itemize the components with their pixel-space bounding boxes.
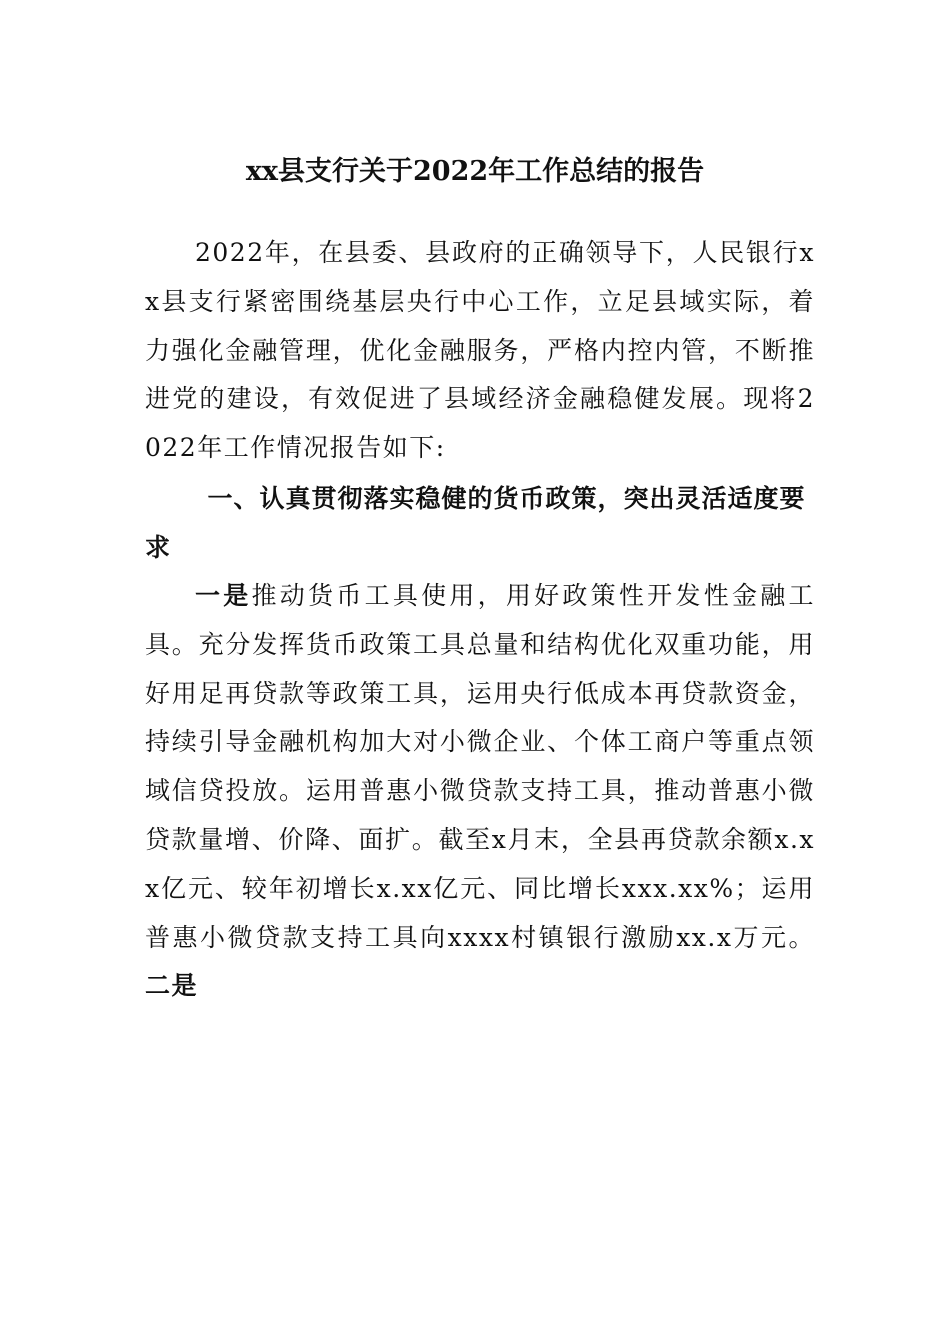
paragraph-lead-2: 二是 bbox=[145, 971, 199, 1001]
paragraph-lead-1: 一是 bbox=[195, 581, 252, 610]
intro-paragraph: 2022年，在县委、县政府的正确领导下，人民银行xx县支行紧密围绕基层央行中心工作，立足县域实际，着力强化金融管理，优化金融服务，严格内控内管，不断推进党的建设，有效促进了县域经济金融稳健发展。现将2022年工作情况报告如下: bbox=[145, 238, 815, 463]
section-1-paragraph-1 bbox=[145, 572, 815, 1011]
paragraph-body: 推动货币工具使用，用好政策性开发性金融工具。充分发挥货币政策工具总量和结构优化双重功能，用好用足再贷款等政策工具，运用央行低成本再贷款资金，持续引导金融机构加大对小微企业、个体工商户等重点领域信贷投放。运用普惠小微贷款支持工具，推动普惠小微贷款量增、价降、面扩。截至x月末，全县再贷款余额x.xx亿元、较年初增长x.xx亿元、同比增长xxx.xx%；运用普惠小微贷款支持工具向xxxx村镇银行激励xx.x万元。 bbox=[145, 581, 815, 952]
section-heading-1: 一、认真贯彻落实稳健的货币政策，突出灵活适度要求 bbox=[145, 484, 806, 562]
document-title: xx县支行关于2022年工作总结的报告 bbox=[245, 156, 705, 187]
